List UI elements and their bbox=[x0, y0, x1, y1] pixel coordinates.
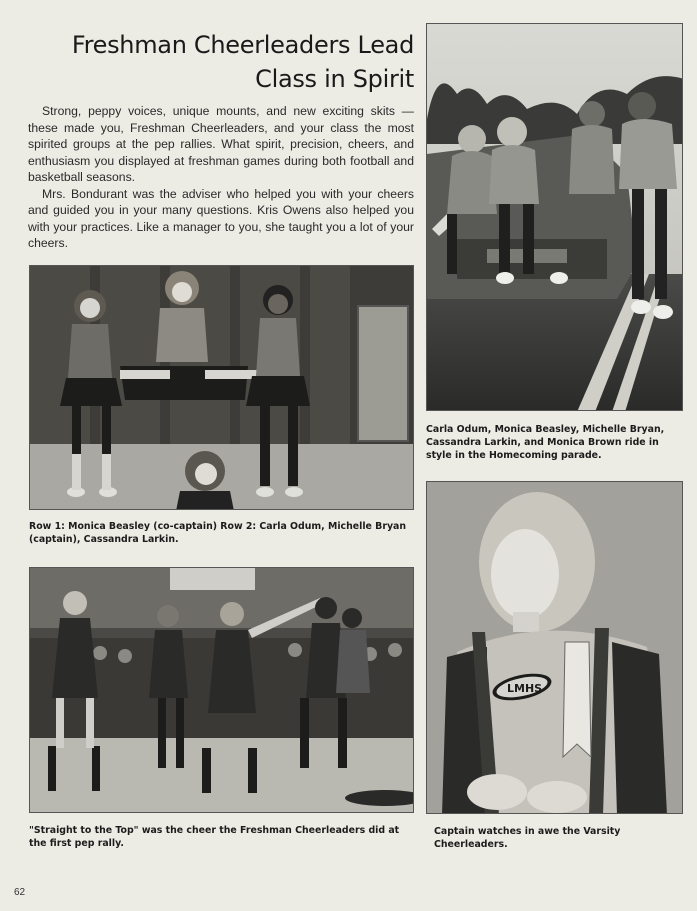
page-number: 62 bbox=[14, 887, 26, 898]
badge-text: LMHS bbox=[507, 682, 543, 695]
title-line-1: Freshman Cheerleaders Lead bbox=[71, 31, 414, 59]
group-photo bbox=[29, 265, 414, 510]
page-title bbox=[28, 28, 414, 96]
paragraph-2: Mrs. Bondurant was the adviser who helped you with your cheers and guided you in your many questions. Kris Owens also helped you with your practices. Like a manager to you, she taught you a lot of your cheers. bbox=[28, 186, 414, 250]
article-body bbox=[28, 103, 414, 252]
captain-caption: Captain watches in awe the Varsity Cheerleaders. bbox=[434, 826, 621, 851]
captain-photo bbox=[426, 481, 683, 814]
rally-photo bbox=[29, 567, 414, 813]
parade-caption: Carla Odum, Monica Beasley, Michelle Bryan, Cassandra Larkin, and Monica Brown ride in style in the Homecoming parade. bbox=[426, 424, 665, 462]
rally-caption: "Straight to the Top" was the cheer the Freshman Cheerleaders did at the first pep rally. bbox=[29, 825, 400, 850]
title-line-2: Class in Spirit bbox=[255, 65, 414, 93]
paragraph-1: Strong, peppy voices, unique mounts, and new exciting skits — these made you, Freshman Cheerleaders, and your class the most spirited groups at the pep rallies. What spirit, precision, cheers, and enthusiasm you displayed at freshman games during both football and basketball seasons. bbox=[28, 104, 414, 184]
parade-photo bbox=[426, 23, 683, 411]
group-caption: Row 1: Monica Beasley (co-captain) Row 2: Carla Odum, Michelle Bryan (captain), Cassandra Larkin. bbox=[29, 521, 407, 546]
